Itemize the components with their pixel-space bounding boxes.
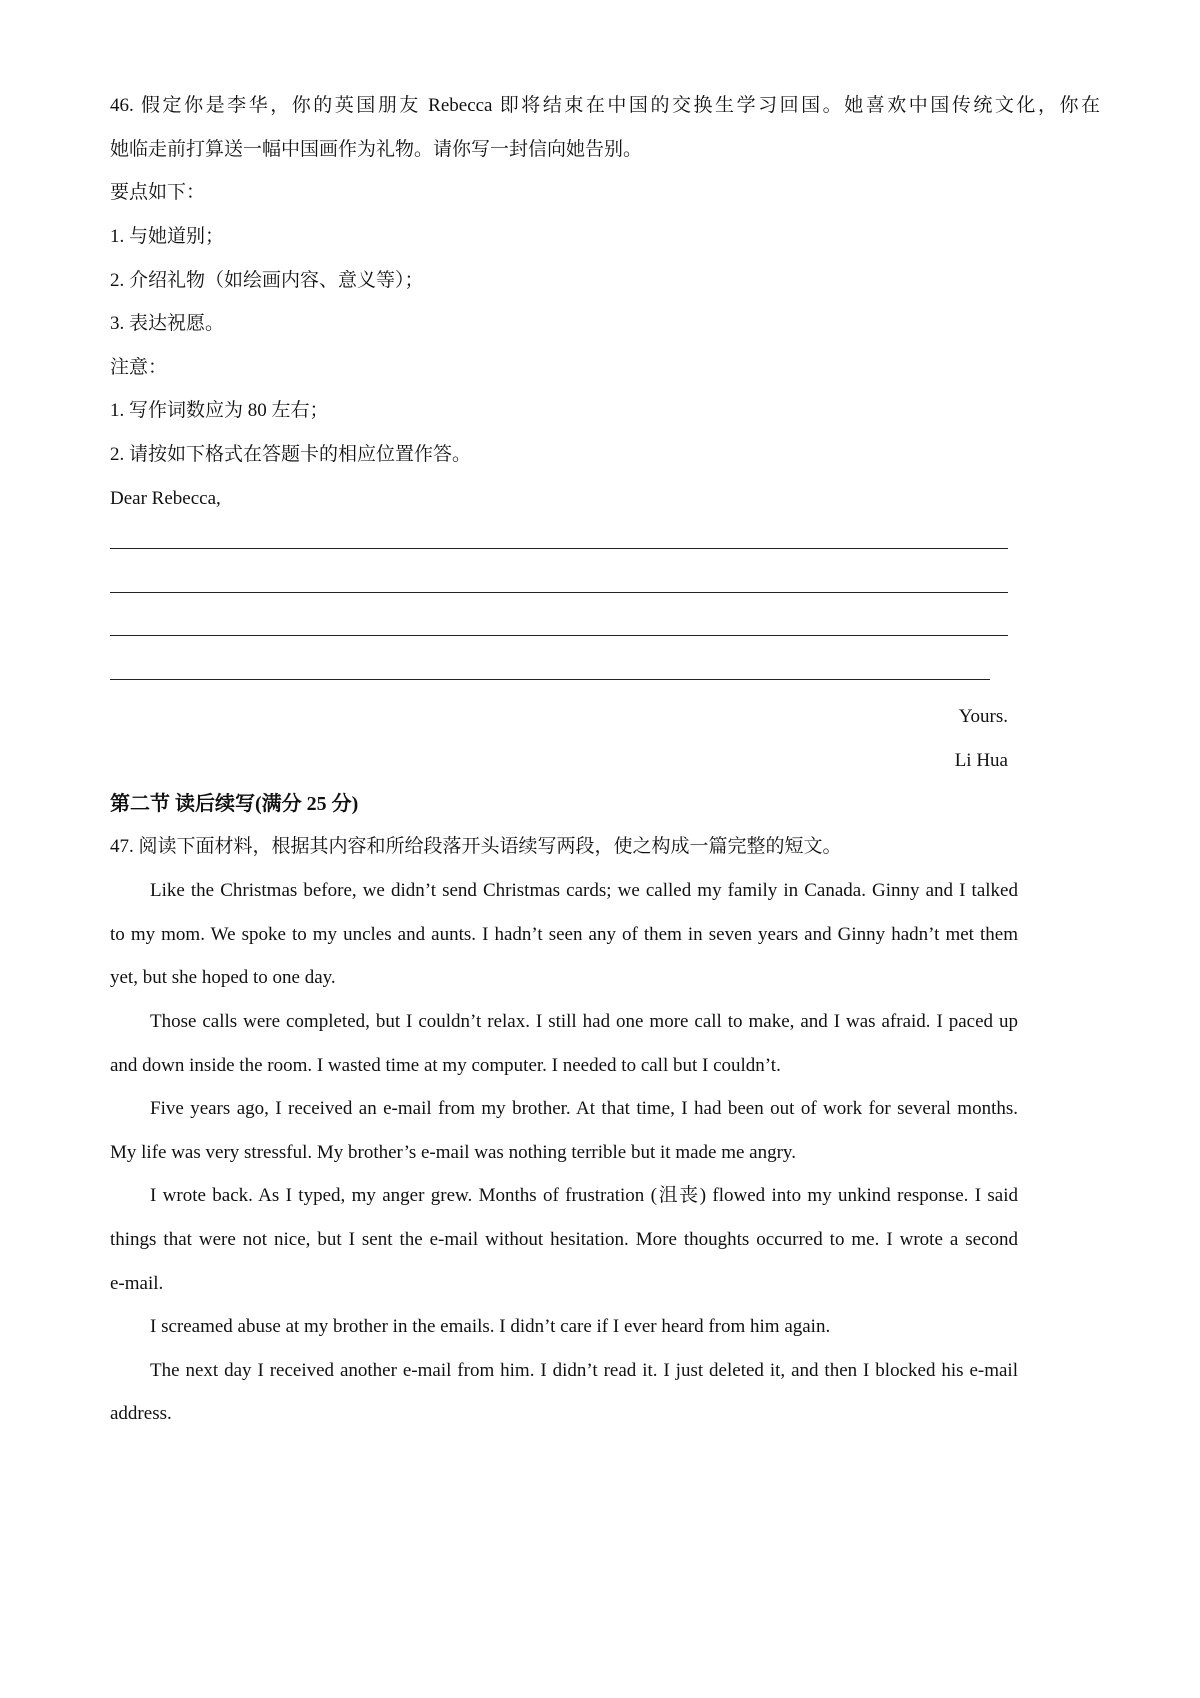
passage-p3-line-2: My life was very stressful. My brother’s e-mail was nothing terrible but it made me angry. <box>110 1142 796 1163</box>
q46-point-2: 2. 介绍礼物（如绘画内容、意义等）； <box>110 270 424 291</box>
answer-line-1 <box>110 548 1008 549</box>
passage-p1-line-1: Like the Christmas before, we didn’t send Christmas cards; we called my family in Canada. Ginny and I talked <box>150 880 1018 901</box>
passage-p1-line-3: yet, but she hoped to one day. <box>110 967 336 988</box>
passage-p3-line-1: Five years ago, I received an e-mail from my brother. At that time, I had been out of work for several months. <box>150 1098 1018 1119</box>
letter-closing: Yours. <box>958 706 1008 727</box>
answer-line-4 <box>110 679 990 680</box>
passage-p1-line-2: to my mom. We spoke to my uncles and aunts. I hadn’t seen any of them in seven years and Ginny hadn’t met them <box>110 924 1018 945</box>
q46-note-2: 2. 请按如下格式在答题卡的相应位置作答。 <box>110 444 472 465</box>
letter-salutation: Dear Rebecca, <box>110 488 221 509</box>
passage-p2-line-2: and down inside the room. I wasted time at my computer. I needed to call but I couldn’t. <box>110 1055 781 1076</box>
passage-p4-line-3: e-mail. <box>110 1273 164 1294</box>
answer-line-2 <box>110 592 1008 593</box>
q46-point-3: 3. 表达祝愿。 <box>110 313 225 334</box>
passage-p6-line-2: address. <box>110 1403 172 1424</box>
section-heading: 第二节 读后续写(满分 25 分) <box>110 793 359 815</box>
q46-note-1: 1. 写作词数应为 80 左右； <box>110 400 329 421</box>
q46-point-1: 1. 与她道别； <box>110 226 225 247</box>
answer-line-3 <box>110 635 1008 636</box>
q46-prompt-line-2: 她临走前打算送一幅中国画作为礼物。请你写一封信向她告别。 <box>110 139 643 160</box>
passage-p4-line-1: I wrote back. As I typed, my anger grew. Months of frustration (沮丧) flowed into my unkind response. I said <box>150 1185 1018 1206</box>
passage-p4-line-2: things that were not nice, but I sent the e-mail without hesitation. More thoughts occurred to me. I wrote a second <box>110 1229 1018 1250</box>
q46-notes-heading: 注意： <box>110 357 168 378</box>
letter-signature: Li Hua <box>954 750 1008 771</box>
passage-p6-line-1: The next day I received another e-mail from him. I didn’t read it. I just deleted it, and then I blocked his e-mail <box>150 1360 1018 1381</box>
q47-instruction: 47. 阅读下面材料，根据其内容和所给段落开头语续写两段，使之构成一篇完整的短文。 <box>110 836 842 857</box>
q46-prompt-line-1: 46. 假定你是李华，你的英国朋友 Rebecca 即将结束在中国的交换生学习回国。她喜欢中国传统文化，你在 <box>110 95 1100 116</box>
q46-points-heading: 要点如下： <box>110 182 206 203</box>
passage-p5-line-1: I screamed abuse at my brother in the emails. I didn’t care if I ever heard from him again. <box>150 1316 831 1337</box>
passage-p2-line-1: Those calls were completed, but I couldn’t relax. I still had one more call to make, and I was afraid. I paced up <box>150 1011 1018 1032</box>
